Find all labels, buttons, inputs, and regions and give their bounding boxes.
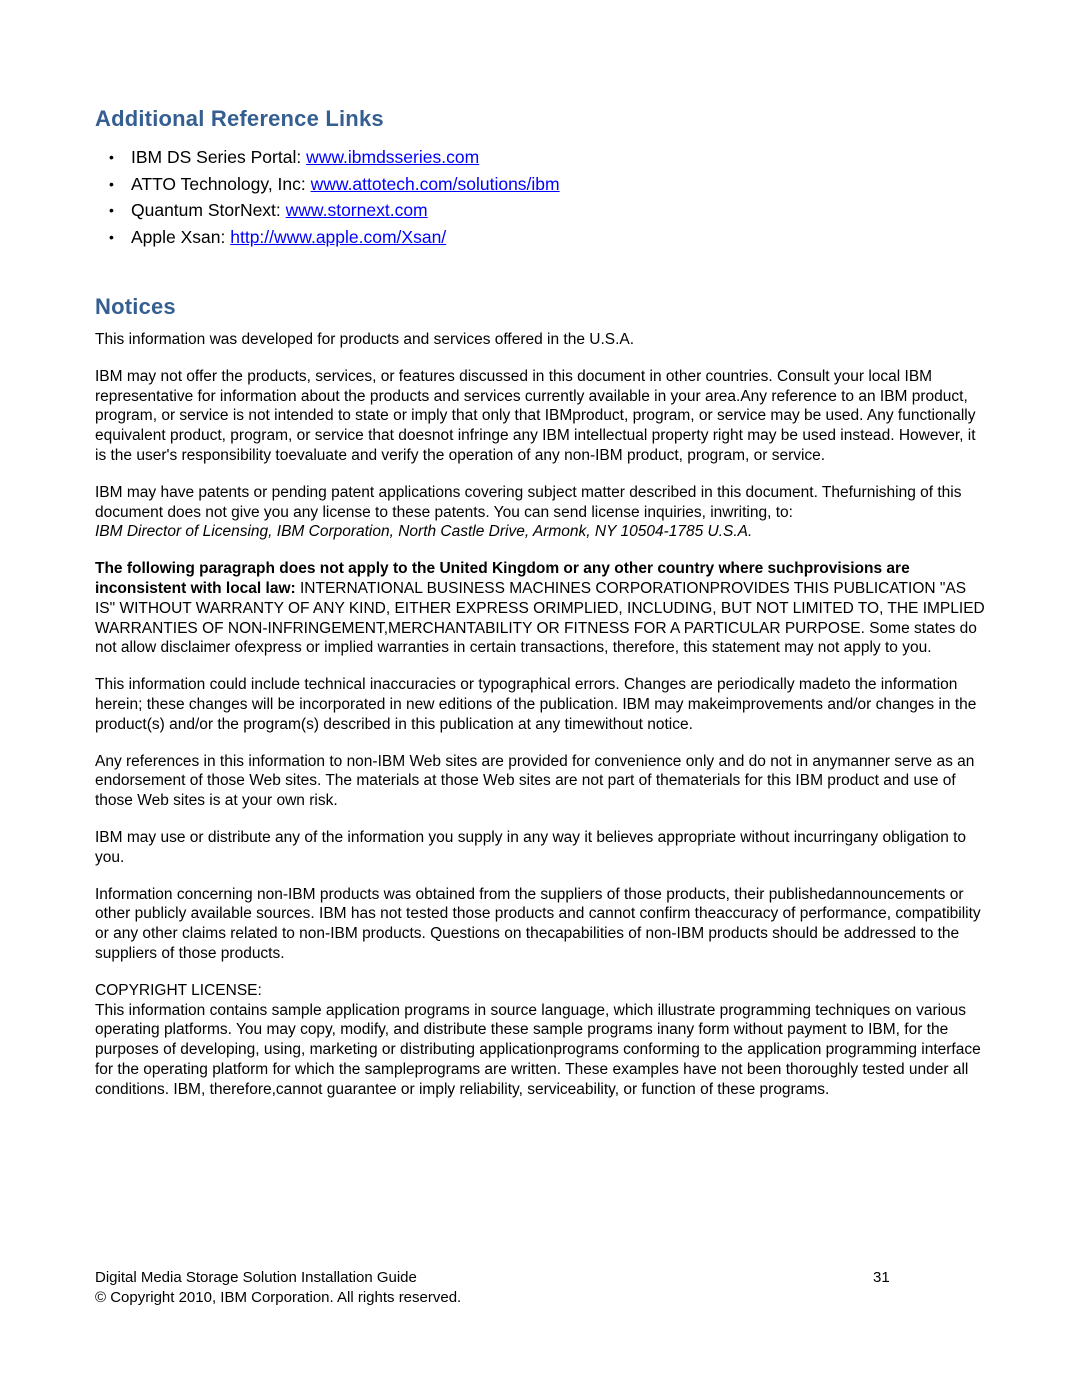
list-item-quantum-stornext: [109, 197, 985, 224]
footer-copyright-line: © Copyright 2010, IBM Corporation. All rights reserved.: [95, 1289, 462, 1306]
section-title-additional-reference-links: Additional Reference Links: [95, 106, 384, 131]
footer-text-block: [95, 1268, 461, 1308]
notices-paragraph-sample-programs: This information contains sample application programs in source language, which illustrate programming techniques on various operating platforms. You may copy, modify, and distribute these sample programs inany form without payment to IBM, for the purposes of developing, using, marketing or distributing applicationprograms conforming to the application programming interface for the operating platform for which the sampleprograms are written. These examples have not been thoroughly tested under all conditions. IBM, therefore,cannot guarantee or imply reliability, serviceability, or function of these programs.: [95, 1001, 981, 1098]
copyright-license-label: COPYRIGHT LICENSE:: [95, 981, 262, 999]
reference-links-list: [95, 144, 985, 250]
warranty-text: INTERNATIONAL BUSINESS MACHINES CORPORATIONPROVIDES THIS PUBLICATION "AS IS" WITHOUT WARRANTY OF ANY KIND, EITHER EXPRESS ORIMPLIED, INCLUDING, BUT NOT LIMITED TO, THE IMPLIED WARRANTIES OF NON-INFRINGEMENT,MERCHANTABILITY OR FITNESS FOR A PARTICULAR PURPOSE. Some states do not allow disclaimer ofexpress or implied warranties in certain transactions, therefore, this statement may not apply to you.: [95, 579, 985, 657]
apple-xsan-link[interactable]: http://www.apple.com/Xsan/: [230, 226, 447, 247]
list-item-atto-technology: [109, 171, 985, 198]
atto-technology-link[interactable]: www.attotech.com/solutions/ibm: [310, 173, 560, 194]
notices-paragraph-warranty: [95, 559, 985, 658]
notices-paragraph-distribute: IBM may use or distribute any of the information you supply in any way it believes appropriate without incurringany obligation to you.: [95, 828, 967, 866]
footer-document-title: Digital Media Storage Solution Installation Guide: [95, 1269, 417, 1286]
notices-paragraph-intro: This information was developed for products and services offered in the U.S.A.: [95, 331, 635, 348]
warranty-bold-lead: The following paragraph does not apply to the United Kingdom or any other country where suchprovisions are inconsistent with local law:: [95, 560, 910, 597]
notices-paragraph-offer: IBM may not offer the products, services, or features discussed in this document in other countries. Consult your local IBM representative for information about the products and services currently available in your area.Any reference to an IBM product, program, or service is not intended to state or imply that only that IBMproduct, program, or service may be used. Any functionally equivalent product, program, or service that doesnot infringe any IBM intellectual property right may be used instead. However, it is the user's responsibility toevaluate and verify the operation of any non-IBM product, program, or service.: [95, 367, 976, 464]
notices-section: [95, 294, 985, 1100]
page-number: 31: [873, 1269, 890, 1286]
section-title-notices: Notices: [95, 294, 176, 319]
quantum-stornext-link[interactable]: www.stornext.com: [285, 200, 428, 220]
notices-paragraph-websites: Any references in this information to non-IBM Web sites are provided for convenience only and do not in anymanner serve as an endorsement of those Web sites. The materials at those Web sites are not part of thematerials for this IBM product and use of those Web sites is at your own risk.: [95, 752, 975, 810]
notices-paragraph-non-ibm-products: Information concerning non-IBM products was obtained from the suppliers of those products, their publishedannouncements or other publicly available sources. IBM has not tested those products and cannot confirm theaccuracy of performance, compatibility or any other claims related to non-IBM products. Questions on thecapabilities of non-IBM products should be addressed to the suppliers of those products.: [95, 885, 981, 962]
link-label: ATTO Technology, Inc:: [131, 173, 311, 194]
reference-links-section: [95, 106, 985, 250]
ibm-ds-series-portal-link[interactable]: www.ibmdsseries.com: [306, 147, 480, 167]
link-label: Apple Xsan:: [131, 226, 231, 247]
list-item-apple-xsan: [109, 224, 985, 251]
list-item-ibm-ds-portal: [109, 144, 985, 171]
link-label: IBM DS Series Portal:: [131, 147, 307, 167]
link-label: Quantum StorNext:: [131, 200, 286, 220]
notices-paragraph-patents: IBM may have patents or pending patent applications covering subject matter described in this document. Thefurnishing of this document does not give you any license to these patents. You can send license inquiries, inwriting, to:: [95, 483, 962, 521]
notices-licensing-address: IBM Director of Licensing, IBM Corporation, North Castle Drive, Armonk, NY 10504-1785 U.S.A.: [95, 523, 753, 541]
notices-paragraph-inaccuracies: This information could include technical inaccuracies or typographical errors. Changes are periodically madeto the information herein; these changes will be incorporated in new editions of the publication. IBM may makeimprovements and/or changes in the product(s) and/or the program(s) described in this publication at any timewithout notice.: [95, 676, 977, 733]
